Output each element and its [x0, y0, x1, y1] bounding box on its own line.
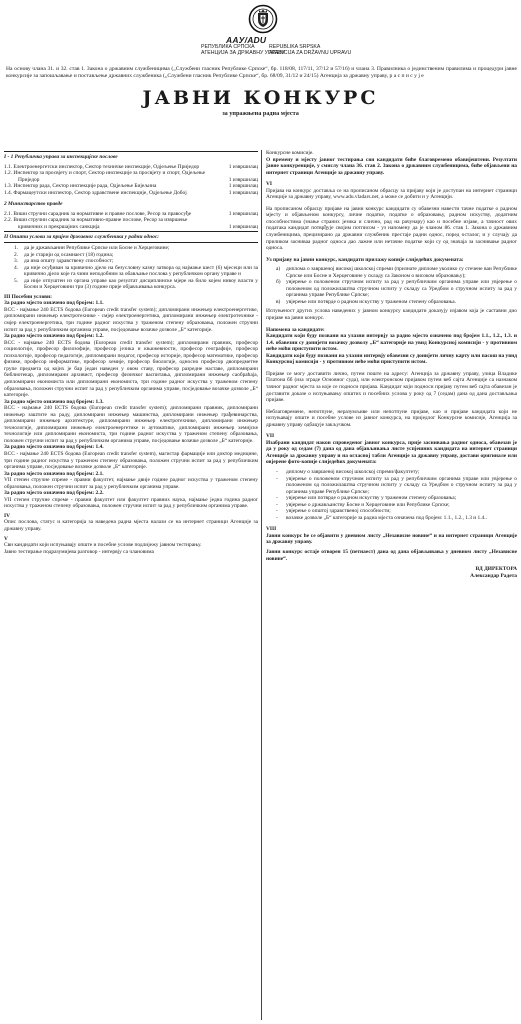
position-count: 1 извршилац	[228, 210, 258, 217]
position-count: 1 извршилац	[228, 189, 258, 196]
list-text: да није осуђиван за кривично дјело на безусловну казну затвора од најмање шест (6) мјесеци или за кривично дјело које га чини неподобним за обављање послова у републичком органу управе и	[24, 264, 258, 278]
section-1-title: I - 1 Републичка управа за инспекцијске послове	[4, 154, 118, 160]
bullet-dash: -	[276, 508, 278, 515]
documents-intro: Уз пријаву на јавни конкурс, кандидати прилажу копије слиједећих докумената:	[266, 256, 464, 263]
post-requirements: VII степен стручне спреме - правни факултет или факултет правних наука, најмање једна година радног искуства у траженом степену образовања, положен стручни испит за рад у републичким органима управе.	[4, 496, 258, 510]
position-count: 1 извршилац	[228, 223, 258, 230]
coat-of-arms-logo	[248, 4, 278, 34]
list-item	[276, 279, 517, 299]
divider	[4, 151, 258, 152]
list-item	[276, 299, 517, 306]
header	[4, 2, 517, 66]
list-text: да има општу здравствену способност;	[24, 258, 114, 265]
section-vi-text: Пријава на конкурс доставља се на прописаном обрасцу за пријаву који је доступан на интернет страници Агенције за државну управу, www.adu.vladars.net, а може се добити и у Агенцији.	[266, 187, 517, 201]
post-heading: За радно мјесто означено под бројем: 1.2.	[4, 333, 104, 340]
section-vii-text: Изабрани кандидат након спроведеног јавног конкурса, прије заснивања радног односа, обавезан је да у року од седам (7) дана од дана објављивања листе успјешних кандидата на интернет страници Агенције за државну управу и на огласној табли Агенције за државну управу, достави оригинале или овјерене фото-копије слиједећих докумената:	[266, 439, 517, 466]
list-item	[14, 265, 258, 278]
section-viii-text: Јавни конкурс ће се објавити у дневном листу „Независне новине“ и на интернет страници Агенције за државну управу.	[266, 532, 517, 546]
note-title: Напомена за кандидате:	[266, 326, 325, 333]
testing-info: О времену и мјесту јавног тестирања сви кандидати биће благовремено обавијештени. Резултати јавне конкуренције, у смислу члана 36. став 2. Закона о државним службеницима, биће објављени на интернет страници Агенције за државну управу.	[266, 156, 517, 176]
position-label: 2.1. Виши стручни сарадник за нормативне и правне послове, Ресор за правосуђе	[4, 210, 192, 217]
position-label: 1.1. Електроенергетски инспектор, Сектор техничке инспекције, Одјељење Приједор	[4, 163, 200, 170]
list-text: увјерење или потврде о радном искуству у траженом степену образовања;	[286, 495, 457, 502]
list-text: да је држављанин Републике Српске или Босне и Херцеговине;	[24, 245, 170, 252]
position-label: 1.4. Фармацеутски инспектор, Сектор здравствене инспекције, Одјељење Добој	[4, 189, 187, 196]
right-column	[266, 150, 517, 580]
position-count: 1 извршилац	[228, 163, 258, 170]
page-title: ЈАВНИ КОНКУРС	[142, 87, 379, 110]
post-heading: За радно мјесто означено под бројем: 1.1.	[4, 300, 104, 307]
list-number: б)	[276, 279, 281, 286]
closing-text: Јавни конкурс остаје отворен 15 (петнаест) дана од дана објављивања у дневном листу „Независне новине“.	[266, 548, 517, 562]
rejection-text: Неблаговремене, непотпуне, неразумљиве или непотпуне пријаве, као и пријаве кандидата који не испуњавају опште и посебне услове из јавног конкурса, на приједлог Конкурсне комисије, Агенција за државну управу одбацује закључком.	[266, 408, 517, 428]
signature-block	[266, 566, 517, 580]
bullet-dash: -	[276, 495, 278, 502]
section-iv-number: IV	[4, 512, 10, 519]
list-text: возачке дозволе „Б“ категорије за радна мјеста означена под бројем: 1.1., 1.2., 1.3 и 1.4..	[286, 514, 487, 521]
position-label: 2.2. Виши стручни сарадник за нормативно-правне послове, Ресор за извршење кривичних и прекршајних санкција	[4, 217, 188, 230]
section-v-text: Сви кандидати који испуњавају опште и посебне услове подлијежу јавном тестирању.	[4, 542, 202, 549]
position-label: 1.3. Инспектор рада, Сектор инспекције рада, Одјељење Бијељина	[4, 183, 157, 190]
logo-text: AAУ/ADU	[226, 35, 267, 45]
list-text: диплома о завршеној високој школској спреми (признате дипломе уколико су стечене ван Републике Српске или Босне и Херцеговине у складу са Законом о високом образовању);	[286, 266, 517, 279]
bullet-dash: -	[276, 514, 278, 521]
bullet-dash: -	[276, 501, 278, 508]
application-form-text: На прописаном обрасцу пријаве на јавни конкурс кандидати су обавезни навести тачне податке о радном мјесту и објављеном конкурсу, личне податке, податке о образовању, радном искуству, додатним способностима (знање страних језика и слично, рад на рачунару) као и посебне изјаве, а тачност ових података кандидат потврђује својим потписом - уз напомену да је чланом 86. став 1. Закона о државним службеницима, прецизирано да државни службеник престаје радни однос, поред осталог, и у случају да приликом засниваа радног односа дао лажне или нетачне податке који су од значаја за заснивање радног односа.	[266, 205, 517, 252]
org-line: REPUBLIKA SRPSKA	[269, 44, 321, 50]
list-number: 3.	[14, 258, 19, 265]
list-number: в)	[276, 298, 281, 305]
post-heading: За радно мјесто означено под бројем: 1.4.	[4, 444, 104, 451]
post-heading: За радно мјесто означено под бројем: 1.3.	[4, 398, 104, 405]
post-requirements: ВСС - најмање 240 ECTS бодова (European credit transfer system), магистар фармације или доктор медицине, три године радног искуства у траженом степену образовања, положен стручни испит за рад у републичким органима управе, посједовање возачке дозволе „Б“ категорије.	[4, 450, 258, 471]
section-v-text-continued: Јавно тестирање подразумијева разговор - интервју са члановима	[4, 548, 154, 555]
bullet-dash: -	[276, 475, 278, 482]
list-number: 4.	[14, 264, 19, 271]
intro-paragraph: На основу члана 31. и 32. став 1. Закона о државним службеницима („Службени гласник Републике Српске“, бр. 118/08, 117/11, 37/12 и 57/16) и члана 3. Правилника о јединственим правилима и процедури јавне конкурсије за запошљавање и постављење државних службеника („Службени гласник Републике Српске“, бр. 68/09, 31/12 и 24/15) Агенција за државну управу, р а с п и с у ј е	[6, 66, 517, 79]
divider	[4, 242, 258, 243]
list-number: 2.	[14, 251, 19, 258]
continued-text: Конкурсне комисије.	[266, 150, 314, 156]
list-text: да није отпуштен из органа управе као резултат дисциплинске мјере на било којем нивоу власти у Босни и Херцеговини три (3) године прије објављивања конкурса.	[24, 277, 258, 291]
position-item	[4, 217, 258, 230]
post-heading: За радно мјесто означено под бројем: 2.2.	[4, 490, 104, 497]
list-number: 5.	[14, 277, 19, 284]
list-number: 1.	[14, 245, 19, 252]
post-requirements: ВСС - најмање 240 ECTS бодова (European credit transfer system); дипломирани правник, професор социологије, професор филозофије, професор језика и књижевности, професор географије, професор психологије, професор педагогије, дипломирани педагог, професор историје, професор математике, професор физике, професор информатике, професор хемије, професор биологије, односно професор двопредметне групе предмета од којих је бар један наведен у овом ставу, професор разредне наставе, дипломирани библиотекар, дипломирани архивист, професор физичког васпитања, дипломирани инжењер саобраћаја, дипломирани економиста или дипломирани економиста, три године радног искуства у траженом степену образовања, положен стручни испит за рад у републичким органима управе, посједовање возачке дозволе „Б“ категорије.	[4, 339, 258, 399]
column-divider	[261, 150, 262, 1020]
list-text: увјерење о положеном стручном испиту за рад у републичким органима управе или увјерење о положеном од положилаштва стручном испиту у складу са Уредбом о стручном испиту за рад у органима управе Републике Српске;	[286, 279, 517, 299]
note-driving-license: Кандидати који буду позвани на улазни интервју за радно мјесто означено под бројем 1.1., 1.2., 1.3. и 1.4. обавезни су донијети возачку дозволу „Б“ категорије на увид Конкурсној комисији - у противном неће моћи приступити истом.	[266, 333, 517, 353]
list-item	[14, 278, 258, 291]
org-line: РЕПУБЛИКА СРПСКА	[201, 44, 255, 50]
list-text: увјерење о држављанству Босне и Херцеговине или Републике Српске;	[286, 501, 450, 508]
divider	[4, 231, 258, 232]
position-count: 1 извршилац	[228, 176, 258, 183]
list-text: да је старији од осамнаест (18) година;	[24, 251, 114, 258]
bullet-dash: -	[276, 468, 278, 475]
section-iii-title: III Посебни услови:	[4, 293, 52, 300]
documents-note: Испуњеност других услова наведених у јавном конкурсу кандидати доказују изјавом која је саставни дио пријаве на јавни конкурс.	[266, 308, 517, 322]
org-name-latin	[269, 45, 351, 57]
list-text: увјерење о положеном стручном испиту за рад у републичким органима управе или увјерење о положеном од положилаштва стручном испиту у складу са Уредбом о стручном испиту за рад у органима управе Републике Српске;	[286, 475, 517, 495]
position-item	[4, 170, 258, 183]
general-conditions-list	[14, 245, 258, 291]
section-v-number: V	[4, 535, 8, 542]
list-number: а)	[276, 266, 281, 273]
page-subtitle: за упражњена радна мјеста	[222, 110, 299, 118]
left-column	[4, 150, 258, 555]
list-item	[276, 266, 517, 279]
section-viii-number: VIII	[266, 526, 277, 533]
submission-text: Пријаве се могу доставити лично, путем поште на адресу: Агенција за државну управу, улица Владике Платона бб (иза зграде Основног суда), или електронском пријавом путем веб сајта Агенције са назнаком тачног радног мјеста за које се подноси пријава. Кандидат који подноси пријаву путем веб сајта обавезан је доставити доказе о испуњавању општих и посебних услова у року од 7 (седам) дана од дана достављања пријаве.	[266, 370, 517, 404]
list-item	[276, 476, 517, 496]
section-vi-number: VI	[266, 181, 272, 188]
list-text: увјерење о општој здравственој способности;	[286, 508, 391, 515]
post-heading: За радно мјесто означено под бројем: 2.1.	[4, 470, 104, 477]
position-count: 1 извршилац	[228, 183, 258, 190]
section-2-title: 2 Министарство правде	[4, 201, 63, 208]
section-iv-text: Опис послова, статус и категорија за наведена радна мјеста налази се на интернет страници Агенције за државну управу.	[4, 519, 258, 532]
position-item	[4, 190, 258, 197]
section-ii-title: II Општи услови за пријем државног службеника у радни однос:	[4, 234, 159, 241]
position-label: 1.2. Инспектор за просвјету и спорт, Сектор инспекције за просвјету и спорт, Одјељење Приједор	[4, 170, 206, 183]
list-item	[276, 515, 517, 522]
org-line: АГЕНЦИЈА ЗА ДРЖАВНУ УПРАВУ	[201, 49, 285, 56]
body-columns	[4, 150, 517, 1020]
post-requirements: ВСС - најмање 240 ECTS бодова (European credit transfer system); дипломирани инжењер електроенергетике, дипломирани инжењер електротехнике - смјер електроенергетика, дипломирани инжењер електротехнике - смјер електроенергетика, три године радног искуства у траженом степену образовања, положен стручни испит за рад у републичким органима управе, посједовање возачке дозволе „Б“ категорије.	[4, 306, 258, 333]
signature-title: ВД ДИРЕКТОРА	[475, 566, 517, 573]
org-line: AGENCIJA ZA DRŽAVNU UPRAVU	[269, 49, 352, 56]
list-text: увјерење или потврде о радном искуству у траженом степену образовања.	[286, 298, 456, 305]
note-id-card: Кандидати који буду позвани на улазни интервју обавезни су донијети личну карту или пасош на увид Конкурсној комисији - у противном неће моћи приступити истом.	[266, 352, 517, 366]
post-requirements: VII степен стручне спреме - правни факултет, најмање двије године радног искуства у траженом степену образовања, положен стручни испит за рад у републичким органима управе.	[4, 477, 258, 490]
section-vii-number: VII	[266, 433, 275, 440]
final-documents-list	[276, 469, 517, 521]
signature-name: Александар Радета	[470, 573, 517, 580]
list-text: диплому о завршеној високој школској спреми/факултету;	[286, 468, 420, 475]
required-documents-list	[276, 266, 517, 305]
post-requirements: ВСС - најмање 240 ECTS бодова (European credit transfer system); дипломирани правник, дипломирани инжењер заштите на раду, дипломирани инжењер машинства, дипломирани инжењер грађевинарства, дипломирани инжењер архитектуре, дипломирани инжењер електротехнике, дипломирани инжењер технологије, дипломирани инжењер електроенергетике и аутоматике, дипломирани инжењер хемијске технологије или дипломирани економиста, три године радног искуства у траженом степену образовања, положен стручни испит за рад у републичким органима управе, посједовање возачке дозволе „Б“ категорије.	[4, 405, 258, 444]
